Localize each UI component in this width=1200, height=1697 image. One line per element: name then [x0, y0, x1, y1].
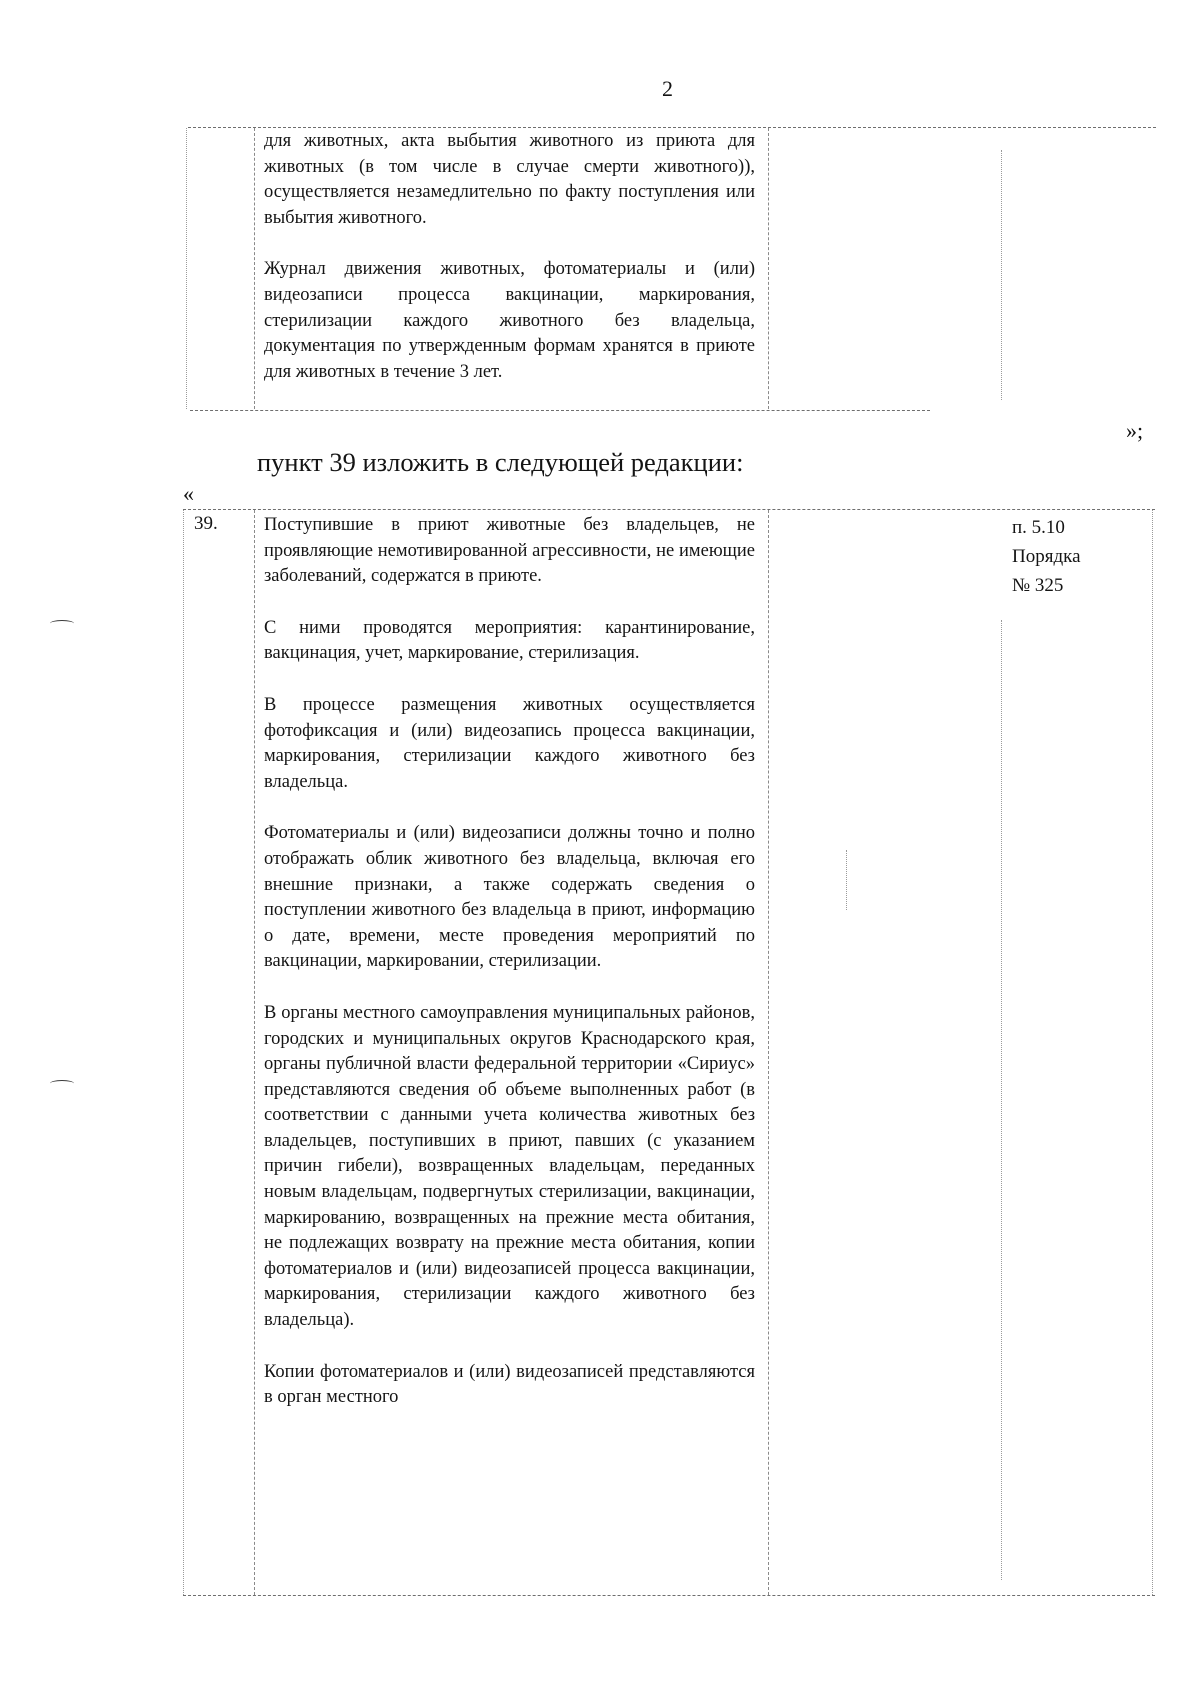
table-column-divider [254, 510, 255, 1595]
table-top-border [183, 509, 1155, 510]
table-column-divider [1152, 510, 1153, 1595]
source-ref-line: № 325 [1012, 575, 1064, 596]
table-column-divider [768, 510, 769, 1595]
scan-mark [50, 1080, 74, 1087]
closing-quote: »; [1126, 418, 1144, 443]
paragraph: Копии фотоматериалов и (или) видеозаписей представляются в орган местного [264, 1361, 755, 1408]
opening-quote: « [183, 481, 194, 506]
table-column-divider [768, 128, 769, 409]
table-margin-line [183, 510, 184, 1595]
table-column-divider [1001, 150, 1002, 400]
table-bottom-border [190, 410, 930, 411]
paragraph: Журнал движения животных, фотоматериалы и (или) видеозаписи процесса вакцинации, маркирования, стерилизации каждого животного без владельца, документация по утвержденным формам хранятся в приюте для животных в течение 3 лет. [264, 259, 755, 382]
row-number: 39. [194, 513, 218, 534]
table-column-divider [254, 128, 255, 409]
paragraph: Поступившие в приют животные без владельцев, не проявляющие немотивированной агрессивности, не имеющие заболеваний, содержатся в приюте. [264, 515, 755, 587]
source-ref-line: п. 5.10 [1012, 517, 1065, 538]
source-ref-line: Порядка [1012, 546, 1081, 567]
table-margin-line [186, 128, 187, 409]
paragraph: В органы местного самоуправления муниципальных районов, городских и муниципальных округов Краснодарского края, органы публичной власти федеральной территории «Сириус» представляются сведения об объеме выполненных работ (в соответствии с данными учета количества животных без владельцев, поступивших в приют, павших (с указанием причин гибели), возвращенных владельцам, переданных новым владельцам, подвергнутых стерилизации, вакцинации, маркированию, возвращенных на прежние места обитания, не подлежащих возврату на прежние места обитания, копии фотоматериалов и (или) видеозаписей процесса вакцинации, маркирования, стерилизации каждого животного без владельца). [264, 1002, 755, 1331]
table-bottom-border [183, 1595, 1155, 1596]
row-39-text [264, 513, 755, 1411]
amendment-heading: пункт 39 изложить в следующей редакции: [257, 447, 744, 477]
paragraph: Фотоматериалы и (или) видеозаписи должны точно и полно отображать облик животного без владельца, включая его внешние признаки, а также содержать сведения о поступлении животного без владельца в приют, информацию о дате, времени, месте проведения мероприятий по вакцинации, маркировании, стерилизации. [264, 823, 755, 972]
source-reference [1012, 513, 1081, 600]
paragraph: С ними проводятся мероприятия: карантинирование, вакцинация, учет, маркирование, стерилизация. [264, 617, 755, 664]
table-column-divider [1001, 620, 1002, 1580]
scan-mark [50, 620, 74, 627]
table-top-border [188, 127, 1156, 128]
table-column-divider [846, 850, 847, 910]
paragraph: для животных, акта выбытия животного из приюта для животных (в том числе в случае смерти животного)), осуществляется незамедлительно по факту поступления или выбытия животного. [264, 131, 755, 228]
paragraph: В процессе размещения животных осуществляется фотофиксация и (или) видеозапись процесса вакцинации, маркирования, стерилизации каждого животного без владельца. [264, 694, 755, 792]
page-number: 2 [662, 76, 673, 101]
previous-row-text [264, 129, 755, 385]
